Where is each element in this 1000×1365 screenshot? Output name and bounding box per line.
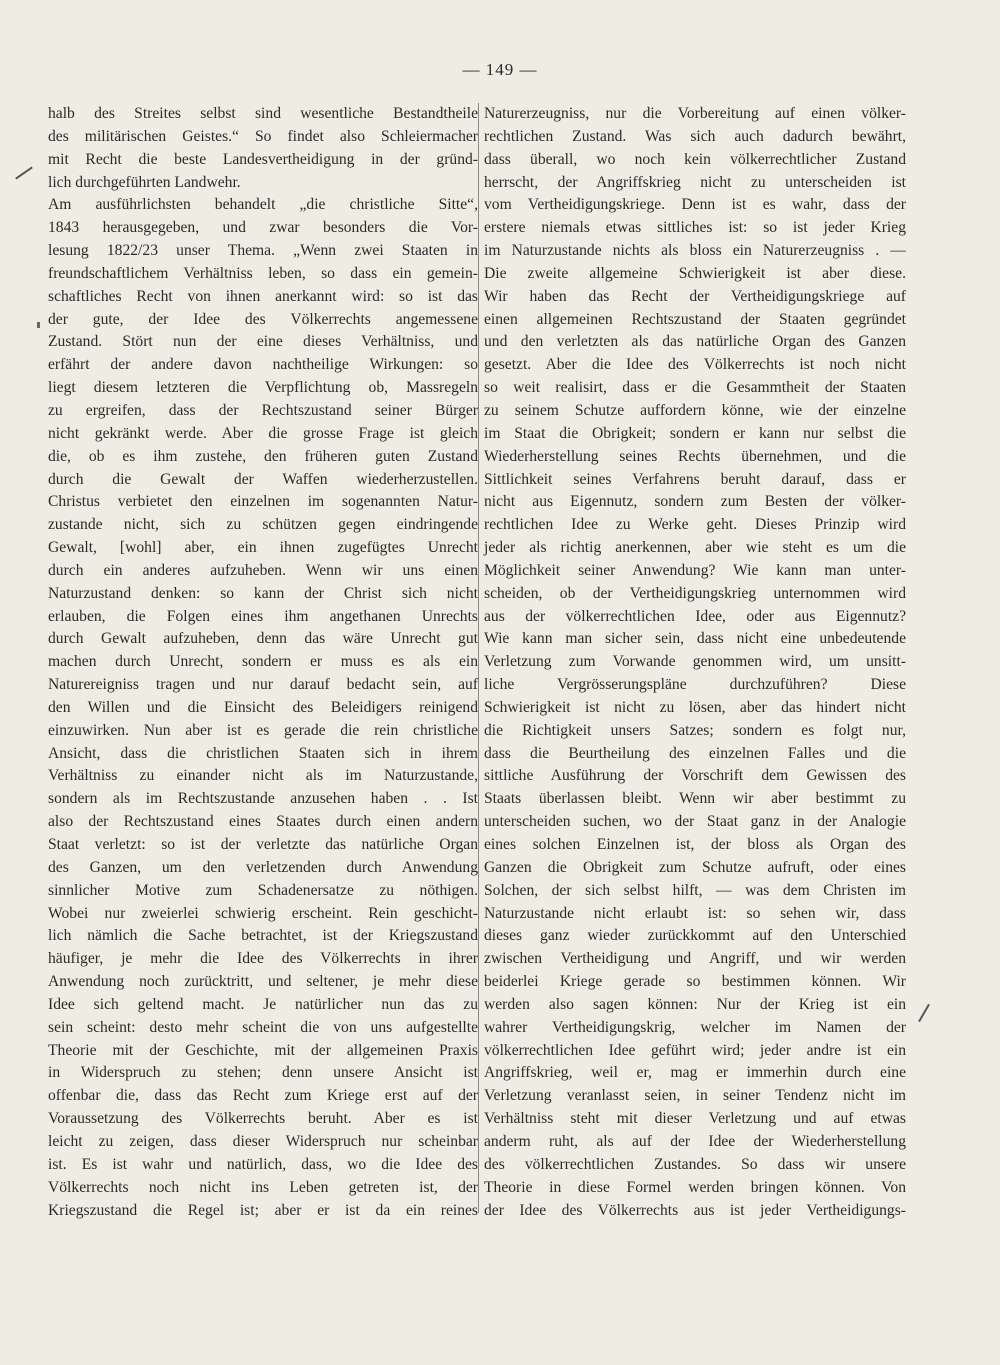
text-line: zu seinem Schutze auffordern könne, wie der einzelne	[484, 401, 906, 419]
text-line: Idee sich geltend macht. Je natürlicher nun das zu	[48, 995, 478, 1013]
page-number: — 149 —	[462, 60, 538, 79]
text-line: erstere niemals etwas sittliches ist: so ist jeder Krieg	[484, 219, 906, 237]
text-line: sondern als im Rechtszustande anzusehen haben . . Ist	[48, 790, 478, 808]
text-line: dass überall, wo noch kein völkerrechtlicher Zustand	[484, 150, 906, 168]
text-line: vom Vertheidigungskriege. Denn ist es wahr, dass der	[484, 196, 906, 214]
text-line: eines solchen Einzelnen ist, der bloss als Organ des	[484, 836, 906, 853]
text-line: Verletzung zum Vorwande genommen wird, um unsitt-	[484, 653, 906, 671]
text-line: sein scheint: desto mehr scheint die von uns aufgestellte	[48, 1018, 478, 1036]
text-line: Angriffskrieg, weil er, mag er immerhin durch eine	[484, 1064, 906, 1082]
text-line: häufiger, je mehr die Idee des Völkerrechts in ihrer	[48, 950, 478, 968]
text-line: Wie kann man sicher sein, dass nicht eine unbedeutende	[484, 630, 906, 648]
margin-pencil-mark	[918, 1004, 930, 1022]
text-line: freundschaftlichem Verhältniss leben, so dass ein gemein-	[48, 264, 478, 282]
text-line: lich nämlich die Sache betrachtet, ist der Kriegszustand	[48, 927, 478, 945]
text-line: ist. Es ist wahr und natürlich, dass, wo die Idee des	[48, 1155, 478, 1173]
text-line: erlauben, die Folgen eines ihm angethanen Unrechts	[48, 607, 478, 625]
text-line: liegt diesem letzteren die Verpflichtung ob, Massregeln	[48, 379, 478, 397]
text-line: Wiederherstellung seines Rechts übernehmen, und die	[484, 447, 906, 465]
text-line: Staats überlassen bleibt. Wenn wir aber bestimmt zu	[484, 790, 906, 808]
text-line: dieses ganz wieder zurückkommt auf den Unterschied	[484, 927, 906, 945]
text-line: zu ergreifen, dass der Rechtszustand seiner Bürger	[48, 401, 478, 419]
text-line: der Idee des Völkerrechts aus ist jeder Vertheidigungs-	[484, 1201, 906, 1219]
text-line: so weit realisirt, dass er die Gesammtheit der Staaten	[484, 379, 906, 397]
text-line: Naturereigniss tragen und nur darauf bedacht sein, auf	[48, 676, 478, 694]
text-line: Ganzen die Obrigkeit zum Schutze aufruft, oder eines	[484, 858, 906, 876]
text-line: Am ausführlichsten behandelt „die christliche Sitte“,	[48, 196, 478, 214]
text-line: Möglichkeit seiner Anwendung? Wie kann man unter-	[484, 561, 906, 579]
text-line: einen allgemeinen Rechtszustand der Staaten gegründet	[484, 310, 906, 328]
text-line: Gewalt, [wohl] aber, ein ihnen zugefügtes Unrecht	[48, 539, 478, 557]
text-line: Die zweite allgemeine Schwierigkeit ist aber diese.	[484, 264, 906, 282]
text-line: Schwierigkeit ist nicht zu lösen, aber das hindert nicht	[484, 698, 906, 716]
text-line: Naturerzeugniss, nur die Vorbereitung auf einen völker-	[484, 105, 906, 122]
text-line: zustande nicht, sich zu schützen gegen eindringende	[48, 516, 478, 534]
text-line: nicht aus Eigennutz, sondern zum Besten der völker-	[484, 493, 906, 511]
text-line: einzuwirken. Nun aber ist es gerade die rein christliche	[48, 721, 478, 739]
text-line: anderm ruht, als auf der Idee der Wiederherstellung	[484, 1132, 906, 1150]
left-column	[48, 103, 478, 1222]
text-line: wahrer Vertheidigungskrig, welcher im Namen der	[484, 1018, 906, 1036]
text-line: jeder als richtig anerkennen, aber wie steht es um die	[484, 539, 906, 557]
text-line: schaftliches Recht von ihnen anerkannt wird: so ist das	[48, 287, 478, 305]
text-line: gesetzt. Aber die Idee des Völkerrechts ist noch nicht	[484, 356, 906, 374]
text-line: durch ein anderes aufzuheben. Wenn wir uns einen	[48, 561, 478, 579]
text-line: Völkerrechts noch nicht ins Leben getreten ist, der	[48, 1178, 478, 1196]
text-line: die Richtigkeit unsers Satzes; sondern es folgt nur,	[484, 721, 906, 739]
text-line: Anwendung noch zurücktritt, und seltener, je mehr diese	[48, 973, 478, 991]
text-line: nicht gekränkt werde. Aber die grosse Frage ist gleich	[48, 424, 478, 442]
text-line: Verletzung veranlasst seien, in seiner Tendenz nicht im	[484, 1087, 906, 1105]
text-line: und den verletzten als das natürliche Organ des Ganzen	[484, 333, 906, 351]
text-line: zwischen Vertheidigung und Angriff, und wir werden	[484, 950, 906, 968]
text-line: offenbar die, dass das Recht zum Kriege erst auf der	[48, 1087, 478, 1105]
text-line: halb des Streites selbst sind wesentliche Bestandtheile	[48, 105, 478, 122]
text-line: Naturzustande nicht erlaubt ist: so sehen wir, dass	[484, 904, 906, 922]
text-line: mit Recht die beste Landesvertheidigung in der gründ-	[48, 150, 478, 168]
right-column	[484, 103, 906, 1222]
text-line: im Staat die Obrigkeit; sondern er kann nur selbst die	[484, 424, 906, 442]
text-line: der gute, der Idee des Völkerrechts angemessene	[48, 310, 478, 328]
text-line: Ansicht, dass die christlichen Staaten sich in ihrem	[48, 744, 478, 762]
text-line: Kriegszustand die Regel ist; aber er ist da ein reines	[48, 1201, 478, 1219]
text-line: Wir haben das Recht der Vertheidigungskriege auf	[484, 287, 906, 305]
text-line: rechtlichen Idee zu Werke geht. Dieses Prinzip wird	[484, 516, 906, 534]
text-line: leicht zu zeigen, dass dieser Widerspruch nur scheinbar	[48, 1132, 478, 1150]
text-line: Christus verbietet den einzelnen im sogenannten Natur-	[48, 493, 478, 511]
text-line: Zustand. Stört nun der eine dieses Verhältniss, und	[48, 333, 478, 351]
text-line: Theorie mit der Geschichte, mit der allgemeinen Praxis	[48, 1041, 478, 1059]
text-line: Solchen, der sich selbst hilft, — was dem Christen im	[484, 881, 906, 899]
text-line: Verhältniss steht mit dieser Verletzung und auf etwas	[484, 1110, 906, 1128]
text-line: dass die Beurtheilung des einzelnen Falles und die	[484, 744, 906, 762]
text-line: im Naturzustande nichts als bloss ein Naturerzeugniss . —	[484, 242, 906, 260]
column-divider	[478, 103, 479, 1213]
text-line: lich durchgeführten Landwehr.	[48, 173, 241, 191]
text-line: machen durch Unrecht, sondern er muss es als ein	[48, 653, 478, 671]
text-line: liche Vergrösserungspläne durchzuführen? Diese	[484, 676, 906, 694]
text-line: rechtlichen Zustand. Was sich auch dadurch bewährt,	[484, 127, 906, 145]
text-line: des militärischen Geistes.“ So findet also Schleiermacher	[48, 127, 478, 145]
text-line: herrscht, der Angriffskrieg nicht zu unterscheiden ist	[484, 173, 906, 191]
text-line: aus der völkerrechtlichen Idee, oder aus Eigennutz?	[484, 607, 906, 625]
text-line: den Willen und die Einsicht des Beleidigers reinigend	[48, 698, 478, 716]
text-line: Verhältniss zu einander nicht als im Naturzustande,	[48, 767, 478, 785]
text-line: Naturzustand denken: so kann der Christ sich nicht	[48, 584, 478, 602]
text-line: durch Gewalt aufzuheben, denn das wäre Unrecht gut	[48, 630, 478, 648]
text-line: des Ganzen, um den verletzenden durch Anwendung	[48, 858, 478, 876]
margin-pencil-mark	[15, 166, 33, 179]
text-line: werden also sagen können: Nur der Krieg ist ein	[484, 995, 906, 1013]
text-line: völkerrechtlichen Idee geführt wird; jeder andre ist ein	[484, 1041, 906, 1059]
text-line: Staat verletzt: so ist der verletzte das natürliche Organ	[48, 836, 478, 853]
text-line: sittliche Ausführung der Vorschrift dem Gewissen des	[484, 767, 906, 785]
text-line: lesung 1822/23 unser Thema. „Wenn zwei Staaten in	[48, 242, 478, 260]
text-line: durch die Gewalt der Waffen wiederherzustellen.	[48, 470, 478, 488]
text-line: sinnlicher Motive zum Schadenersatze zu nöthigen.	[48, 881, 478, 899]
text-line: 1843 herausgegeben, und zwar besonders die Vor-	[48, 219, 478, 237]
text-line: unterscheiden suchen, wo der Staat ganz in der Analogie	[484, 813, 906, 831]
text-line: Sittlichkeit seines Verfahrens beruht darauf, dass er	[484, 470, 906, 488]
text-line: in Widerspruch zu stehen; denn unsere Ansicht ist	[48, 1064, 478, 1082]
text-line: des völkerrechtlichen Zustandes. So dass wir unsere	[484, 1155, 906, 1173]
text-line: Voraussetzung des Völkerrechts beruht. Aber es ist	[48, 1110, 478, 1128]
text-line: die, ob es ihm zustehe, den früheren guten Zustand	[48, 447, 478, 465]
text-line: scheiden, ob der Vertheidigungskrieg unternommen wird	[484, 584, 906, 602]
text-line: Theorie in diese Formel werden bringen können. Von	[484, 1178, 906, 1196]
text-line: also der Rechtszustand eines Staates durch einen andern	[48, 813, 478, 831]
text-line: beiderlei Kriege gerade so bestimmen können. Wir	[484, 973, 906, 991]
text-line: erfährt der andere davon nachtheilige Wirkungen: so	[48, 356, 478, 374]
margin-pencil-mark	[37, 322, 40, 328]
text-line: Wobei nur zweierlei schwierig erscheint. Rein geschicht-	[48, 904, 478, 922]
